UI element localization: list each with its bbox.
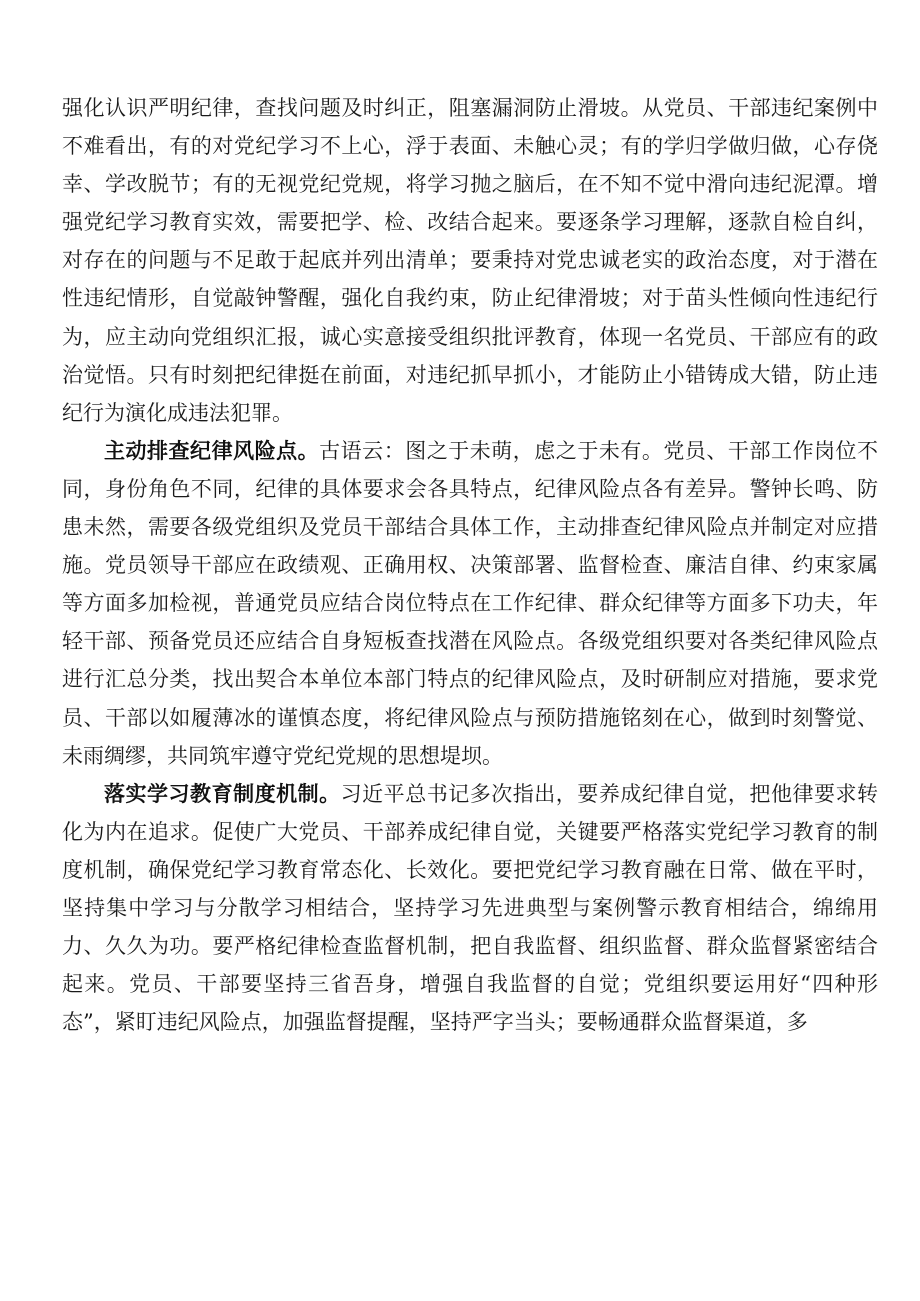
paragraph-1 [62, 89, 878, 432]
document-body [62, 89, 878, 1041]
paragraph-1-text: 强化认识严明纪律，查找问题及时纠正，阻塞漏洞防止滑坡。从党员、干部违纪案例中不难看出，有的对党纪学习不上心，浮于表面、未触心灵；有的学归学做归做，心存侥幸、学改脱节；有的无视党纪党规，将学习抛之脑后，在不知不觉中滑向违纪泥潭。增强党纪学习教育实效，需要把学、检、改结合起来。要逐条学习理解，逐款自检自纠，对存在的问题与不足敢于起底并列出清单；要秉持对党忠诚老实的政治态度，对于潜在性违纪情形，自觉敲钟警醒，强化自我约束，防止纪律滑坡；对于苗头性倾向性违纪行为，应主动向党组织汇报，诚心实意接受组织批评教育，体现一名党员、干部应有的政治觉悟。只有时刻把纪律挺在前面，对违纪抓早抓小，才能防止小错铸成大错，防止违纪行为演化成违法犯罪。 [62, 96, 878, 425]
paragraph-2-text: 古语云：图之于未萌，虑之于未有。党员、干部工作岗位不同，身份角色不同，纪律的具体要求会各具特点，纪律风险点各有差异。警钟长鸣、防患未然，需要各级党组织及党员干部结合具体工作，主动排查纪律风险点并制定对应措施。党员领导干部应在政绩观、正确用权、决策部署、监督检查、廉洁自律、约束家属等方面多加检视，普通党员应结合岗位特点在工作纪律、群众纪律等方面多下功夫，年轻干部、预备党员还应结合自身短板查找潜在风险点。各级党组织要对各类纪律风险点进行汇总分类，找出契合本单位本部门特点的纪律风险点，及时研制应对措施，要求党员、干部以如履薄冰的谨慎态度，将纪律风险点与预防措施铭刻在心，做到时刻警觉、未雨绸缪，共同筑牢遵守党纪党规的思想堤坝。 [62, 438, 879, 768]
paragraph-2-heading: 主动排查纪律风险点。 [104, 438, 320, 463]
paragraph-2 [62, 432, 878, 775]
paragraph-3-text: 习近平总书记多次指出，要养成纪律自觉，把他律要求转化为内在追求。促使广大党员、干部养成纪律自觉，关键要严格落实党纪学习教育的制度机制，确保党纪学习教育常态化、长效化。要把党纪学习教育融在日常、做在平时，坚持集中学习与分散学习相结合，坚持学习先进典型与案例警示教育相结合，绵绵用力、久久为功。要严格纪律检查监督机制，把自我监督、组织监督、群众监督紧密结合起来。党员、干部要坚持三省吾身，增强自我监督的自觉；党组织要运用好“四种形态”，紧盯违纪风险点，加强监督提醒，坚持严字当头；要畅通群众监督渠道，多 [62, 781, 878, 1035]
paragraph-3-heading: 落实学习教育制度机制。 [104, 781, 341, 806]
paragraph-3 [62, 775, 878, 1042]
